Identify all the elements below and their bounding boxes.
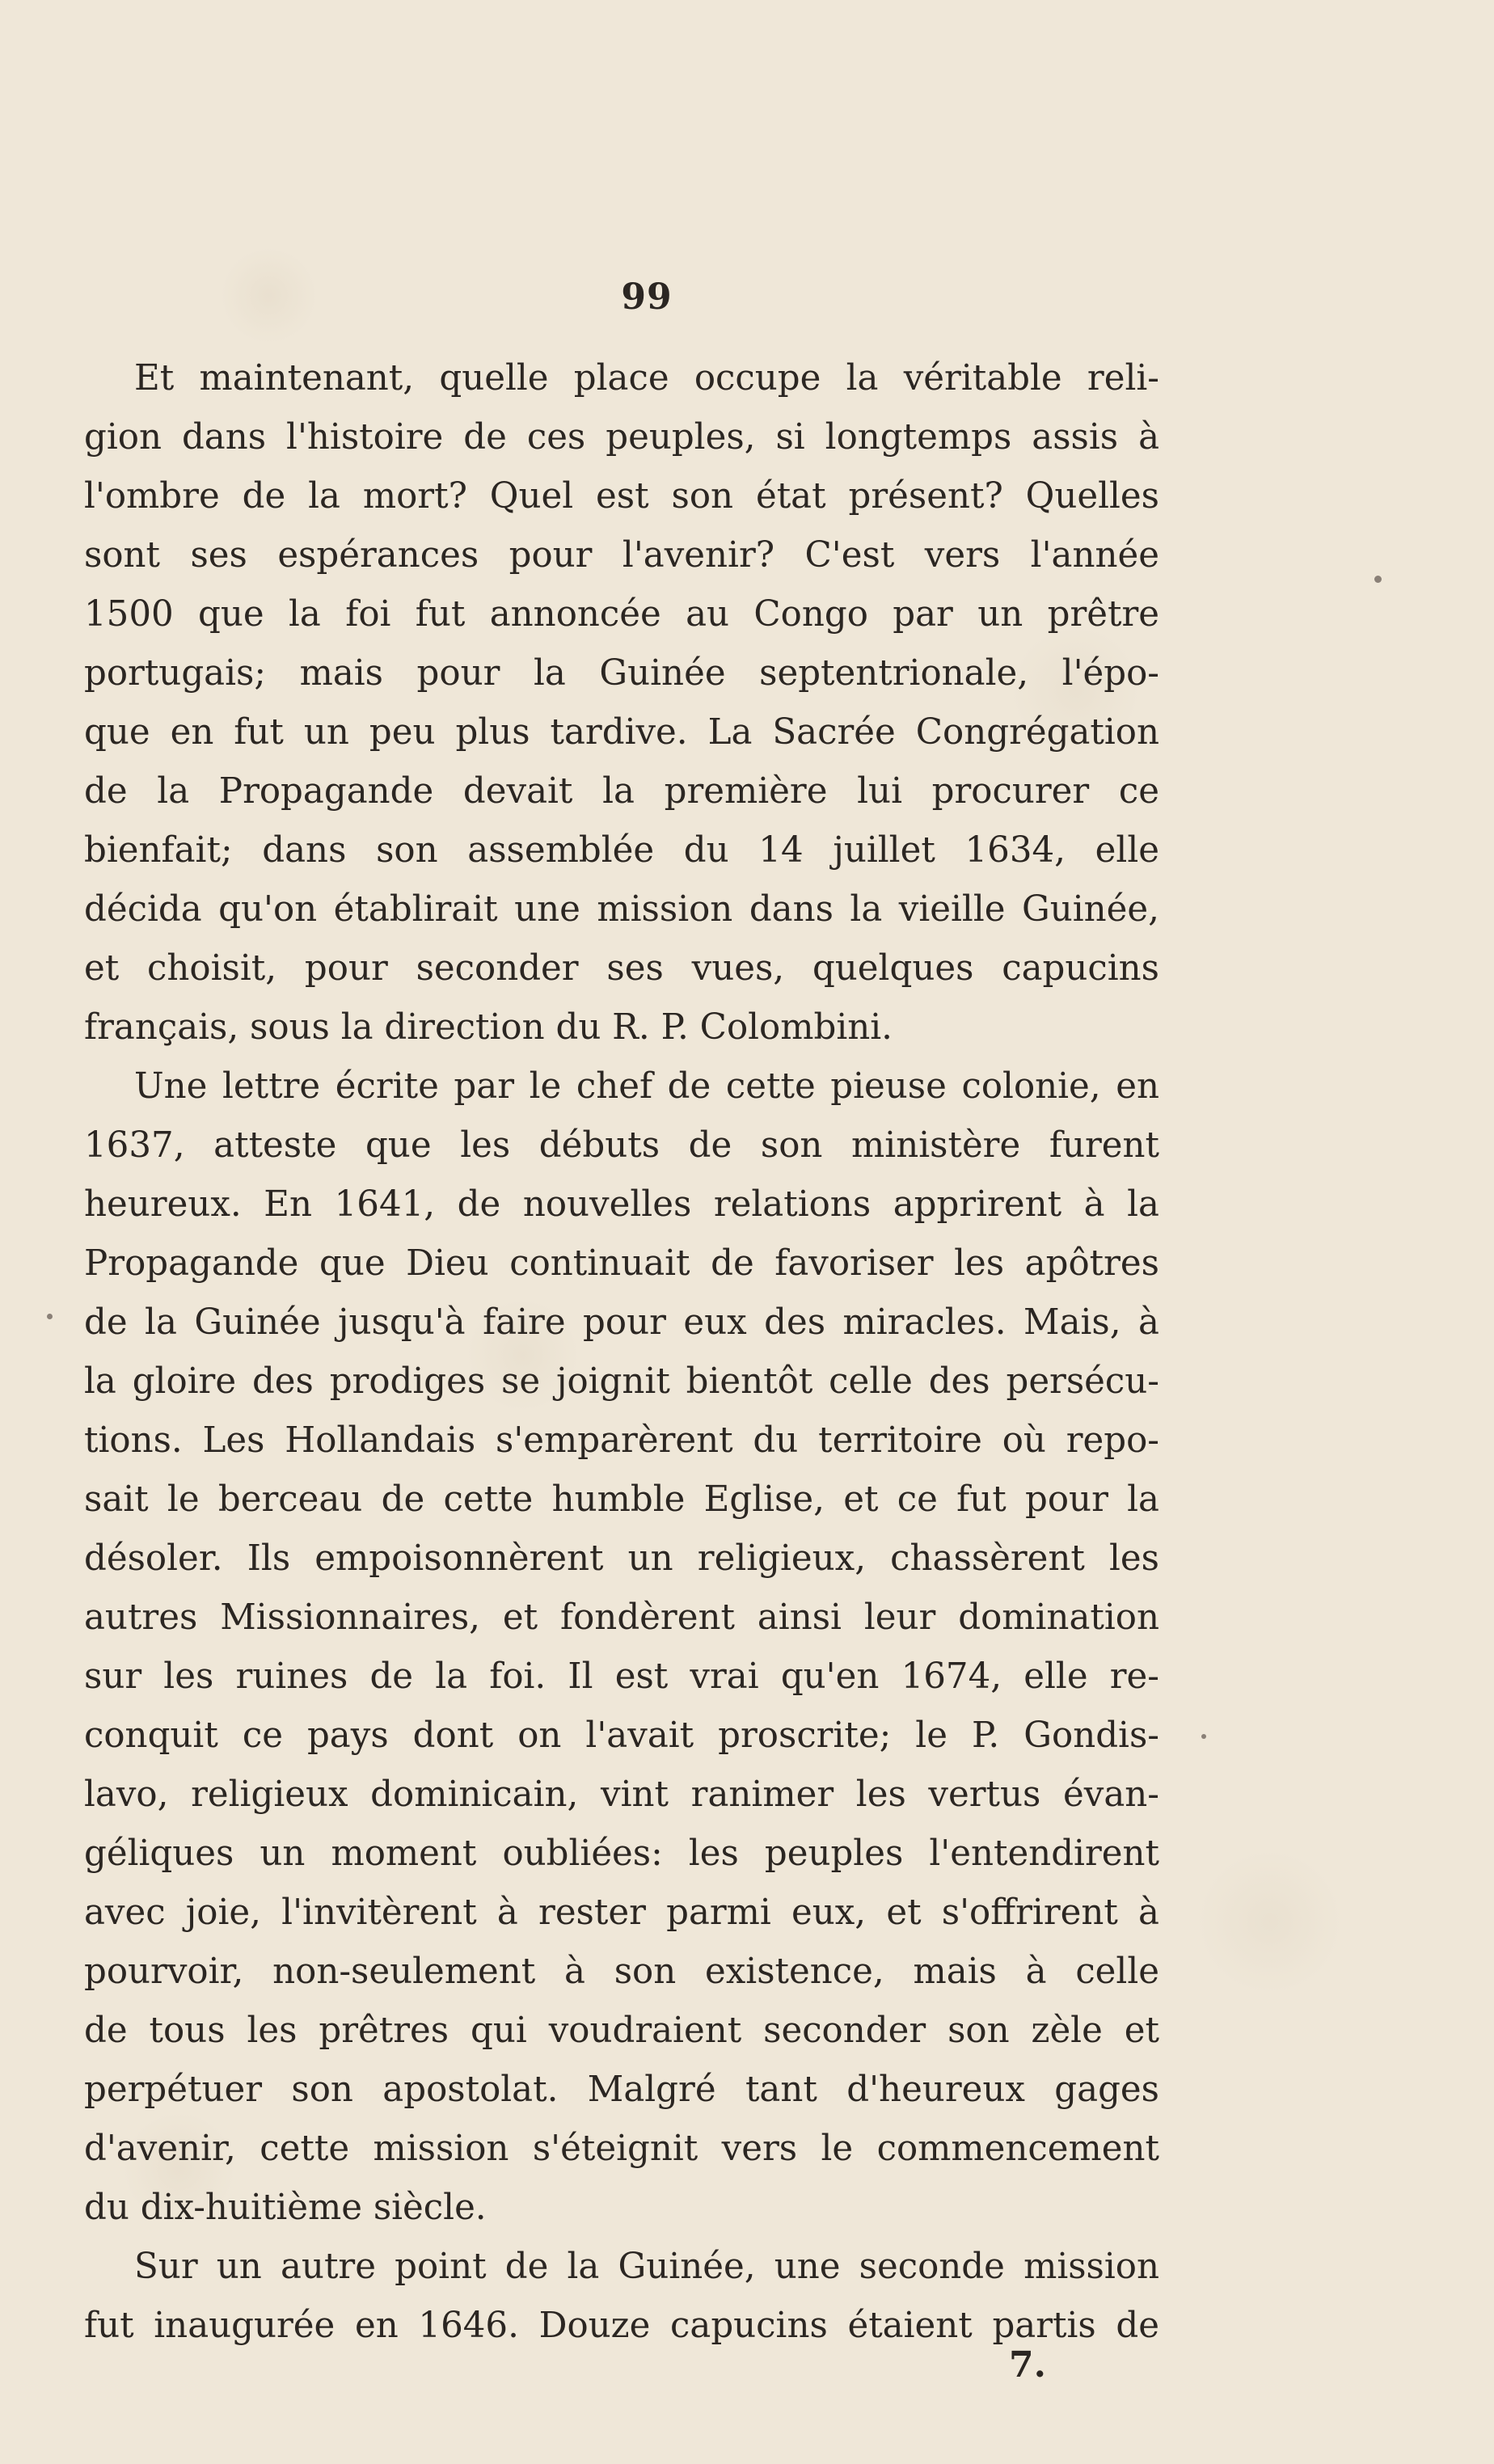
text-line: tions. Les Hollandais s'emparèrent du territoire où repo- (84, 1420, 1159, 1461)
body-text (84, 349, 1159, 2356)
text-line: l'ombre de la mort? Quel est son état présent? Quelles (84, 476, 1159, 517)
text-line: Une lettre écrite par le chef de cette pieuse colonie, en (134, 1066, 1159, 1107)
text-line: français, sous la direction du R. P. Colombini. (84, 1007, 893, 1048)
text-line: Propagande que Dieu continuait de favoriser les apôtres (84, 1243, 1159, 1284)
text-line: portugais; mais pour la Guinée septentrionale, l'épo- (84, 653, 1159, 694)
text-line: désoler. Ils empoisonnèrent un religieux, chassèrent les (84, 1538, 1159, 1579)
paper-speck (1374, 576, 1382, 583)
text-line: Et maintenant, quelle place occupe la véritable reli- (134, 358, 1159, 399)
text-line: d'avenir, cette mission s'éteignit vers le commencement (84, 2129, 1159, 2169)
text-line: de la Propagande devait la première lui procurer ce (84, 771, 1159, 812)
text-line: gion dans l'histoire de ces peuples, si longtemps assis à (84, 417, 1159, 458)
paper-speck (1201, 1734, 1206, 1739)
text-line: Sur un autre point de la Guinée, une seconde mission (134, 2247, 1159, 2287)
text-line: pourvoir, non-seulement à son existence, mais à celle (84, 1951, 1159, 1992)
text-line: perpétuer son apostolat. Malgré tant d'heureux gages (84, 2070, 1159, 2110)
text-line: sait le berceau de cette humble Eglise, et ce fut pour la (84, 1479, 1159, 1520)
text-line: sont ses espérances pour l'avenir? C'est vers l'année (84, 535, 1159, 576)
text-line: autres Missionnaires, et fondèrent ainsi leur domination (84, 1597, 1159, 1638)
text-line: de la Guinée jusqu'à faire pour eux des miracles. Mais, à (84, 1302, 1159, 1343)
text-line: 1500 que la foi fut annoncée au Congo par un prêtre (84, 594, 1159, 635)
text-line: et choisit, pour seconder ses vues, quelques capucins (84, 948, 1159, 989)
page-number: 99 (621, 276, 673, 318)
text-line: heureux. En 1641, de nouvelles relations apprirent à la (84, 1184, 1159, 1225)
text-line: lavo, religieux dominicain, vint ranimer les vertus évan- (84, 1774, 1159, 1815)
paper-speck (47, 1314, 53, 1319)
text-line: que en fut un peu plus tardive. La Sacrée Congrégation (84, 712, 1159, 753)
text-line: géliques un moment oubliées: les peuples l'entendirent (84, 1833, 1159, 1874)
text-line: de tous les prêtres qui voudraient seconder son zèle et (84, 2010, 1159, 2051)
text-line: la gloire des prodiges se joignit bientôt celle des persécu- (84, 1361, 1159, 1402)
text-line: avec joie, l'invitèrent à rester parmi eux, et s'offrirent à (84, 1892, 1159, 1933)
text-line: conquit ce pays dont on l'avait proscrite; le P. Gondis- (84, 1715, 1159, 1756)
text-line: bienfait; dans son assemblée du 14 juillet 1634, elle (84, 830, 1159, 871)
text-line: du dix-huitième siècle. (84, 2188, 487, 2228)
text-line: fut inaugurée en 1646. Douze capucins étaient partis de (84, 2306, 1159, 2346)
text-line: sur les ruines de la foi. Il est vrai qu'en 1674, elle re- (84, 1656, 1159, 1697)
text-line: décida qu'on établirait une mission dans la vieille Guinée, (84, 889, 1159, 930)
signature-mark: 7. (1009, 2344, 1046, 2386)
text-line: 1637, atteste que les débuts de son ministère furent (84, 1125, 1159, 1166)
